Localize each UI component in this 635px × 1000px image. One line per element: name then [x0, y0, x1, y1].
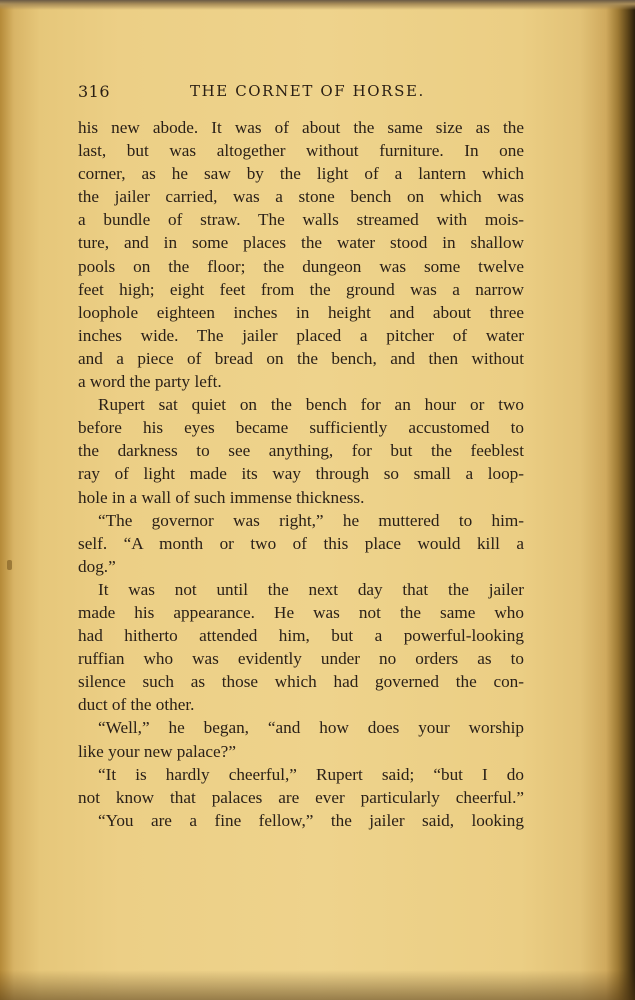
running-title: THE CORNET OF HORSE. [190, 82, 425, 100]
page-stain [7, 560, 12, 570]
text-line: “Well,” he began, “and how does your worship [98, 718, 524, 738]
text-line: “You are a fine fellow,” the jailer said, looking [98, 810, 524, 830]
text-line: Rupert sat quiet on the bench for an hour or two [98, 395, 524, 415]
text-line: not know that palaces are ever particularly cheerful.” [78, 787, 524, 807]
text-line: pools on the floor; the dungeon was some twelve [78, 256, 524, 276]
text-line: “The governor was right,” he muttered to him- [98, 510, 524, 530]
text-line: a word the party left. [78, 372, 222, 392]
text-line: ray of light made its way through so small a loop- [78, 464, 524, 484]
text-line: self. “A month or two of this place would kill a [78, 533, 524, 553]
text-line: before his eyes became sufficiently accustomed to [78, 418, 524, 438]
text-line: inches wide. The jailer placed a pitcher of water [78, 325, 524, 345]
body-text [78, 116, 524, 832]
text-line: loophole eighteen inches in height and about three [78, 302, 524, 322]
text-line: It was not until the next day that the jailer [98, 579, 524, 599]
text-line: ruffian who was evidently under no orders as to [78, 649, 524, 669]
page-number: 316 [78, 82, 111, 101]
text-line: dog.” [78, 556, 116, 576]
text-line: a bundle of straw. The walls streamed with mois- [78, 210, 524, 230]
text-line: his new abode. It was of about the same size as the [78, 118, 524, 137]
text-line: and a piece of bread on the bench, and then without [78, 348, 524, 368]
text-line: the jailer carried, was a stone bench on which was [78, 187, 524, 207]
text-line: silence such as those which had governed the con- [78, 672, 524, 692]
text-line: ture, and in some places the water stood in shallow [78, 233, 524, 253]
text-line: made his appearance. He was not the same who [78, 602, 524, 622]
page-header [78, 82, 524, 104]
text-line: corner, as he saw by the light of a lantern which [78, 164, 524, 184]
text-line: “It is hardly cheerful,” Rupert said; “but I do [98, 764, 524, 784]
text-line: last, but was altogether without furniture. In one [78, 141, 524, 161]
text-line: the darkness to see anything, for but the feeblest [78, 441, 524, 461]
text-line: like your new palace?” [78, 741, 236, 761]
text-line: duct of the other. [78, 695, 195, 715]
text-line: feet high; eight feet from the ground was a narrow [78, 279, 524, 299]
text-line: hole in a wall of such immense thickness. [78, 487, 365, 507]
text-line: had hitherto attended him, but a powerful-looking [78, 626, 524, 646]
